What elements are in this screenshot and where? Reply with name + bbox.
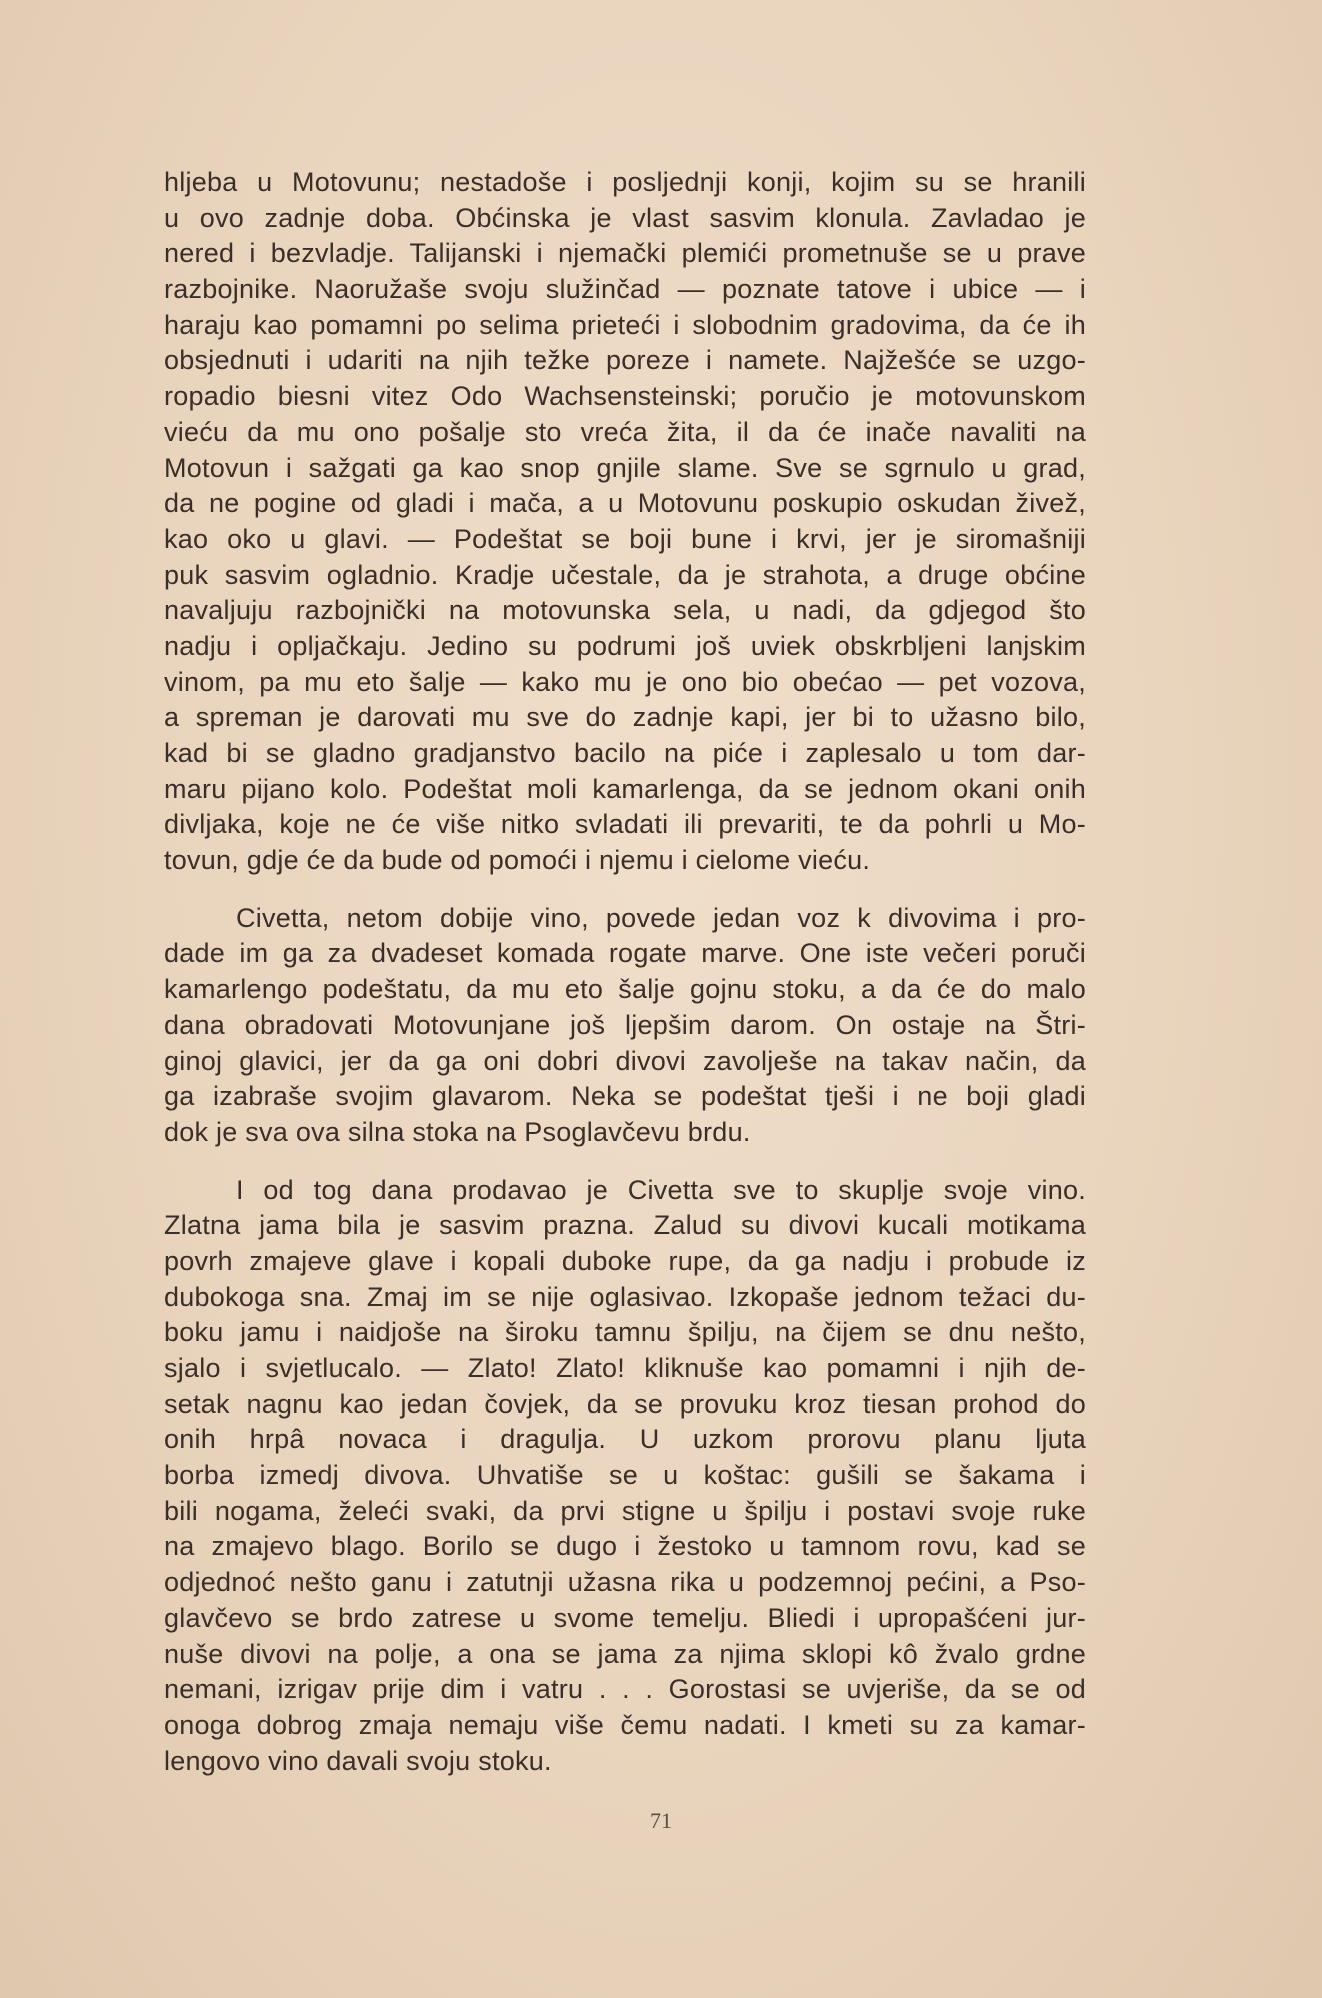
text-line: kao oko u glavi. — Podeštat se boji bune i krvi, jer je siromašniji <box>164 523 1086 554</box>
text-line: sjalo i svjetlucalo. — Zlato! Zlato! kliknuše kao pomamni i njih de- <box>164 1353 1086 1383</box>
text-line: razbojnike. Naoružaše svoju služinčad — poznate tatove i ubice — i <box>164 274 1086 305</box>
text-line: maru pijano kolo. Podeštat moli kamarlenga, da se jednom okani onih <box>164 773 1086 804</box>
text-line: na zmajevo blago. Borilo se dugo i žestoko u tamnom rovu, kad se <box>164 1531 1086 1562</box>
text-line: a spreman je darovati mu sve do zadnje kapi, jer bi to užasno bilo, <box>164 702 1086 733</box>
paragraph-1 <box>164 165 1086 879</box>
text-line: boku jamu i naidjoše na široku tamnu špilju, na čijem se dnu nešto, <box>164 1317 1086 1348</box>
text-line: povrh zmajeve glave i kopali duboke rupe, da ga nadju i probude iz <box>164 1245 1086 1276</box>
text-line: dok je sva ova silna stoka na Psoglavčevu brdu. <box>164 1116 751 1147</box>
text-line: navaljuju razbojnički na motovunska sela, u nadi, da gdjegod što <box>164 595 1086 626</box>
text-line: divljaka, koje ne će više nitko svladati ili prevariti, te da pohrli u Mo- <box>164 809 1086 840</box>
text-line: nemani, izrigav prije dim i vatru . . . Gorostasi se uvjeriše, da se od <box>164 1674 1086 1705</box>
text-line: I od tog dana prodavao je Civetta sve to skuplje svoje vino. <box>236 1174 1086 1205</box>
paragraph-spacer <box>164 1151 1086 1173</box>
text-line: Zlatna jama bila je sasvim prazna. Zalud su divovi kucali motikama <box>164 1210 1086 1241</box>
text-line: tovun, gdje će da bude od pomoći i njemu i cielome vieću. <box>164 845 871 876</box>
paragraph-spacer <box>164 879 1086 901</box>
text-line: ginoj glavici, jer da ga oni dobri divovi zavolješe na takav način, da <box>164 1045 1086 1076</box>
text-line: ropadio biesni vitez Odo Wachsensteinski; poručio je motovunskom <box>164 381 1086 412</box>
text-line: dubokoga sna. Zmaj im se nije oglasivao. Izkopaše jednom težaci du- <box>164 1281 1086 1312</box>
text-line: puk sasvim ogladnio. Kradje učestale, da je strahota, a druge obćine <box>164 559 1086 590</box>
paragraph-2 <box>164 901 1086 1151</box>
text-line: lengovo vino davali svoju stoku. <box>164 1745 552 1776</box>
text-line: dana obradovati Motovunjane još ljepšim darom. On ostaje na Štri- <box>164 1009 1086 1040</box>
text-line: Motovun i sažgati ga kao snop gnjile slame. Sve se sgrnulo u grad, <box>164 452 1086 483</box>
text-line: nuše divovi na polje, a ona se jama za njima sklopi kô žvalo grdne <box>164 1638 1086 1669</box>
text-line: kamarlengo podeštatu, da mu eto šalje gojnu stoku, a da će do malo <box>164 974 1086 1005</box>
text-line: dade im ga za dvadeset komada rogate marve. One iste večeri poruči <box>164 938 1086 969</box>
text-line: Civetta, netom dobije vino, povede jedan voz k divovima i pro- <box>236 902 1086 933</box>
text-line: hljeba u Motovunu; nestadoše i posljednji konji, kojim su se hranili <box>164 167 1086 197</box>
text-line: vieću da mu ono pošalje sto vreća žita, il da će inače navaliti na <box>164 416 1086 447</box>
page-number: 71 <box>650 1808 672 1833</box>
text-line: nadju i opljačkaju. Jedino su podrumi još uviek obskrbljeni lanjskim <box>164 630 1086 661</box>
paragraph-3 <box>164 1173 1086 1780</box>
text-line: obsjednuti i udariti na njih težke poreze i namete. Najžešće se uzgo- <box>164 345 1086 376</box>
text-line: vinom, pa mu eto šalje — kako mu je ono bio obećao — pet vozova, <box>164 666 1086 697</box>
text-line: odjednoć nešto ganu i zatutnji užasna rika u podzemnoj pećini, a Pso- <box>164 1567 1086 1598</box>
text-line: kad bi se gladno gradjanstvo bacilo na piće i zaplesalo u tom dar- <box>164 738 1086 768</box>
text-line: glavčevo se brdo zatrese u svome temelju. Bliedi i upropašćeni jur- <box>164 1602 1086 1633</box>
text-line: nered i bezvladje. Talijanski i njemački plemići prometnuše se u prave <box>164 238 1086 269</box>
text-line: borba izmedj divova. Uhvatiše se u koštac: gušili se šakama i <box>164 1460 1086 1491</box>
text-line: bili nogama, želeći svaki, da prvi stigne u špilju i postavi svoje ruke <box>164 1495 1086 1526</box>
text-line: haraju kao pomamni po selima prieteći i slobodnim gradovima, da će ih <box>164 309 1086 340</box>
text-line: onoga dobrog zmaja nemaju više čemu nadati. I kmeti su za kamar- <box>164 1709 1086 1740</box>
text-line: da ne pogine od gladi i mača, a u Motovunu poskupio oskudan živež, <box>164 488 1086 519</box>
text-line: ga izabraše svojim glavarom. Neka se podeštat tješi i ne boji gladi <box>164 1081 1086 1112</box>
text-line: onih hrpâ novaca i dragulja. U uzkom prorovu planu ljuta <box>164 1424 1086 1455</box>
body-text <box>164 165 1086 1779</box>
text-line: setak nagnu kao jedan čovjek, da se provuku kroz tiesan prohod do <box>164 1388 1086 1419</box>
text-line: u ovo zadnje doba. Obćinska je vlast sasvim klonula. Zavladao je <box>164 202 1086 233</box>
